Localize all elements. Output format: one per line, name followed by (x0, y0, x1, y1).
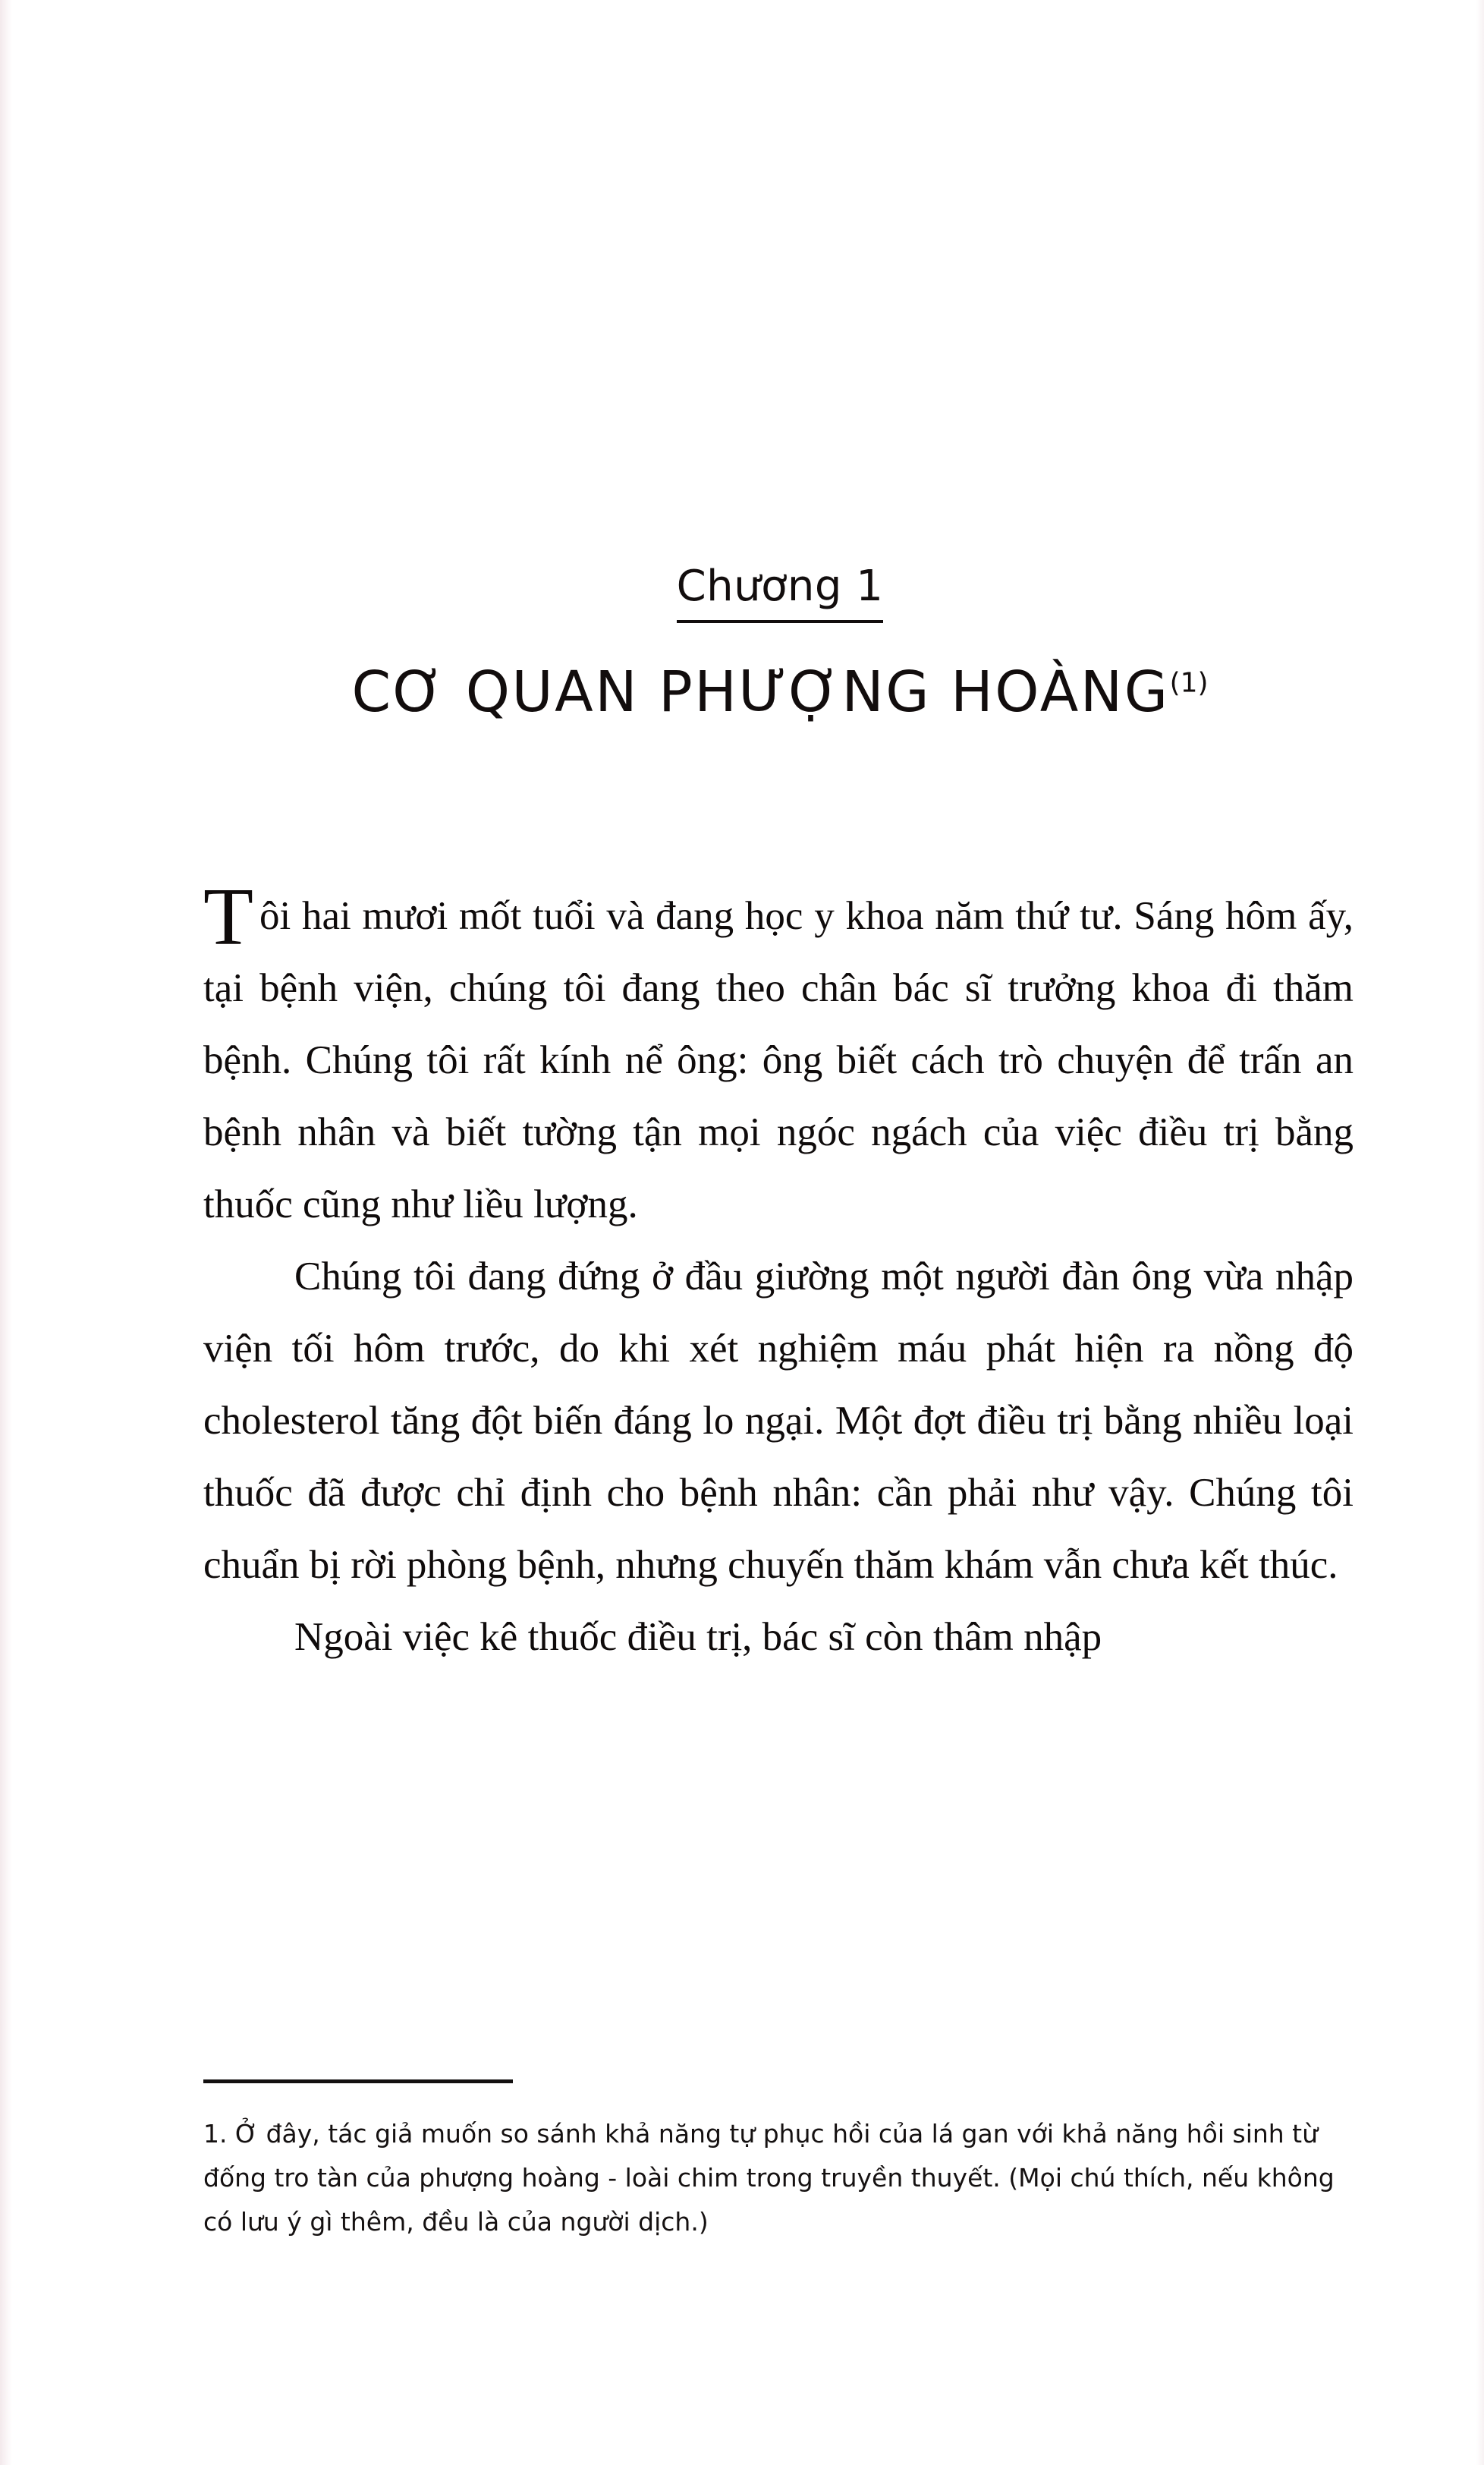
page-content (203, 0, 1357, 2465)
chapter-label: Chương 1 (677, 562, 884, 623)
footnote-separator-rule (203, 2079, 513, 2083)
chapter-title-text: CƠ QUAN PHƯỢNG HOÀNG (351, 660, 1170, 725)
paragraph-2: Chúng tôi đang đứng ở đầu giường một người đàn ông vừa nhập viện tối hôm trước, do khi xét nghiệm máu phát hiện ra nồng độ cholesterol tăng đột biến đáng lo ngại. Một đợt điều trị bằng nhiều loại thuốc đã được chỉ định cho bệnh nhân: cần phải như vậy. Chúng tôi chuẩn bị rời phòng bệnh, nhưng chuyến thăm khám vẫn chưa kết thúc. (203, 1255, 1354, 1587)
paragraph-1-text: ôi hai mươi mốt tuổi và đang học y khoa năm thứ tư. Sáng hôm ấy, tại bệnh viện, chúng tôi đang theo chân bác sĩ trưởng khoa đi thăm bệnh. Chúng tôi rất kính nể ông: ông biết cách trò chuyện để trấn an bệnh nhân và biết tường tận mọi ngóc ngách của việc điều trị bằng thuốc cũng như liều lượng. (203, 894, 1354, 1226)
footnote-text: 1. Ở đây, tác giả muốn so sánh khả năng tự phục hồi của lá gan với khả năng hồi sinh từ đống tro tàn của phượng hoàng - loài chim trong truyền thuyết. (Mọi chú thích, nếu không có lưu ý gì thêm, đều là của người dịch.) (203, 2119, 1335, 2237)
footnote-reference-marker: (1) (1169, 667, 1209, 699)
chapter-heading (203, 562, 1357, 725)
body-text (203, 872, 1354, 1673)
footnote-block (203, 2079, 1357, 2244)
paragraph-3: Ngoài việc kê thuốc điều trị, bác sĩ còn thâm nhập (294, 1615, 1102, 1659)
drop-cap: T (203, 872, 253, 962)
paragraph-1 (203, 872, 1354, 1241)
chapter-title (203, 660, 1357, 725)
